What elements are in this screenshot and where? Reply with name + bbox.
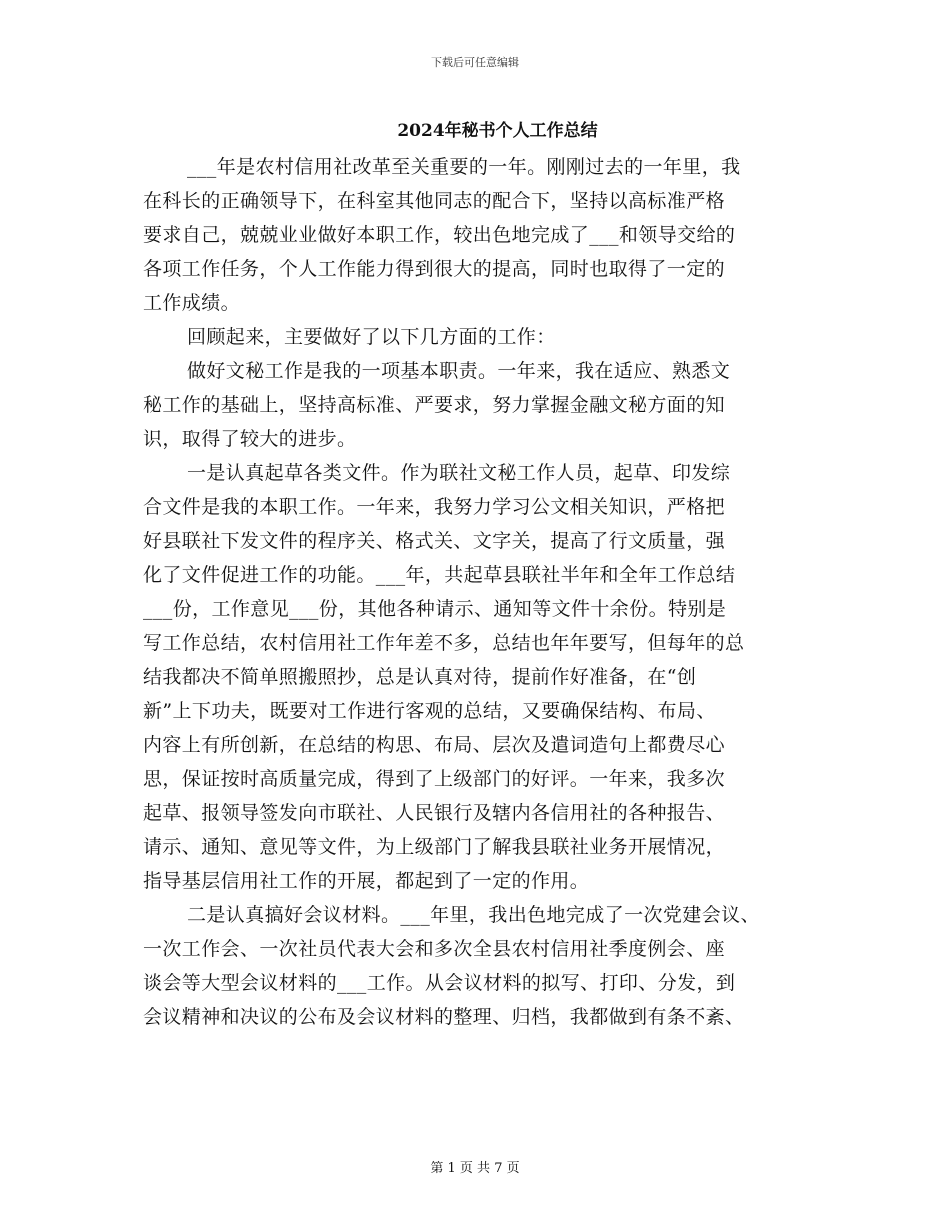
text-line: 一是认真起草各类文件。作为联社文秘工作人员，起草、印发综: [187, 462, 731, 484]
document-body: [143, 150, 833, 1034]
text-line: 要求自己，兢兢业业做好本职工作，较出色地完成了___和领导交给的: [143, 224, 736, 246]
text-line: 指导基层信用社工作的开展，都起到了一定的作用。: [143, 870, 590, 892]
text-line: 做好文秘工作是我的一项基本职责。一年来，我在适应、熟悉文: [187, 360, 731, 382]
text-line: 各项工作任务，个人工作能力得到很大的提高，同时也取得了一定的: [143, 258, 726, 280]
text-line: 秘工作的基础上，坚持高标准、严要求，努力掌握金融文秘方面的知: [143, 394, 726, 416]
text-line: 起草、报领导签发向市联社、人民银行及辖内各信用社的各种报告、: [143, 802, 726, 824]
text-line: 回顾起来，主要做好了以下几方面的工作：: [187, 326, 556, 348]
text-line: 化了文件促进工作的功能。___年，共起草县联社半年和全年工作总结: [143, 564, 736, 586]
text-line: 工作成绩。: [143, 292, 241, 314]
text-line: 会议精神和决议的公布及会议材料的整理、归档，我都做到有条不紊、: [143, 1006, 745, 1028]
text-line: 请示、通知、意见等文件，为上级部门了解我县联社业务开展情况，: [143, 836, 726, 858]
document-title: 2024年秘书个人工作总结: [397, 121, 598, 141]
text-line: 写工作总结，农村信用社工作年差不多，总结也年年要写，但每年的总: [143, 632, 745, 654]
text-line: ___年是农村信用社改革至关重要的一年。刚刚过去的一年里，我: [187, 156, 741, 178]
text-line: 在科长的正确领导下，在科室其他同志的配合下，坚持以高标准严格: [143, 190, 726, 212]
text-line: 内容上有所创新，在总结的构思、布局、层次及遣词造句上都费尽心: [143, 734, 726, 756]
text-line: 新”上下功夫，既要对工作进行客观的总结，又要确保结构、布局、: [143, 700, 716, 722]
text-line: 谈会等大型会议材料的___工作。从会议材料的拟写、打印、分发，到: [143, 972, 736, 994]
text-line: 结我都决不简单照搬照抄，总是认真对待，提前作好准备，在“创: [143, 666, 697, 688]
text-line: 识，取得了较大的进步。: [143, 428, 357, 450]
text-line: 思，保证按时高质量完成，得到了上级部门的好评。一年来，我多次: [143, 768, 726, 790]
text-line: 好县联社下发文件的程序关、格式关、文字关，提高了行文质量，强: [143, 530, 726, 552]
text-line: ___份，工作意见___份，其他各种请示、通知等文件十余份。特别是: [143, 598, 727, 620]
header-note: 下载后可任意编辑: [431, 56, 519, 69]
text-line: 合文件是我的本职工作。一年来，我努力学习公文相关知识，严格把: [143, 496, 726, 518]
text-line: 二是认真搞好会议材料。___年里，我出色地完成了一次党建会议、: [187, 904, 760, 926]
text-line: 一次工作会、一次社员代表大会和多次全县农村信用社季度例会、座: [143, 938, 726, 960]
page-number: 第 1 页 共 7 页: [430, 1161, 520, 1176]
